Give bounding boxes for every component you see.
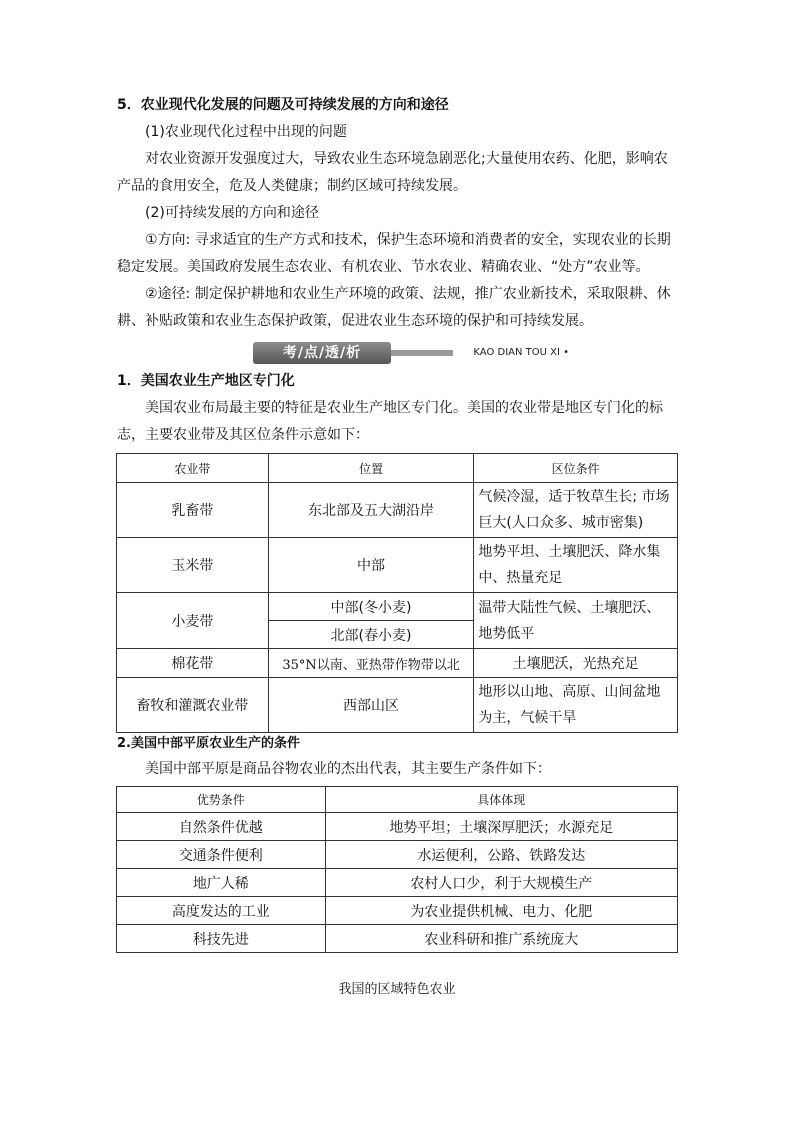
table-cell: 畜牧和灌溉农业带 bbox=[117, 678, 269, 733]
table-cell: 温带大陆性气候、土壤肥沃、地势低平 bbox=[474, 593, 678, 649]
table-cell: 35°N以南、亚热带作物带以北 bbox=[268, 649, 474, 678]
table-cell: 地形以山地、高原、山间盆地为主，气候干旱 bbox=[474, 678, 678, 733]
table-cell: 西部山区 bbox=[268, 678, 474, 733]
table-cell: 农业科研和推广系统庞大 bbox=[325, 925, 677, 953]
table-cell: 自然条件优越 bbox=[117, 813, 326, 841]
subheading: (2)可持续发展的方向和途径 bbox=[145, 205, 319, 221]
subheading: (1)农业现代化过程中出现的问题 bbox=[145, 124, 347, 140]
paragraph: 美国中部平原是商品谷物农业的杰出代表，其主要生产条件如下： bbox=[145, 761, 551, 777]
paragraph: ①方向: 寻求适宜的生产方式和技术，保护生态环境和消费者的安全，实现农业的长期稳定发展。美国政府发展生态农业、有机农业、节水农业、精确农业、“处方”农业等。 bbox=[117, 232, 671, 275]
table-row bbox=[117, 483, 678, 538]
table-cell: 小麦带 bbox=[117, 593, 269, 649]
table-cell: 科技先进 bbox=[117, 925, 326, 953]
table-cell: 地广人稀 bbox=[117, 869, 326, 897]
table-cell: 东北部及五大湖沿岸 bbox=[268, 483, 474, 538]
banner-title: 考/点/透/析 bbox=[253, 342, 391, 364]
conditions-table bbox=[116, 786, 678, 953]
table-cell: 玉米带 bbox=[117, 538, 269, 593]
table-cell: 为农业提供机械、电力、化肥 bbox=[325, 897, 677, 925]
table-cell: 水运便利，公路、铁路发达 bbox=[325, 841, 677, 869]
table-header-cell: 农业带 bbox=[117, 454, 269, 483]
table-cell: 地势平坦；土壤深厚肥沃；水源充足 bbox=[325, 813, 677, 841]
table-row bbox=[117, 925, 678, 953]
next-section-caption: 我国的区域特色农业 bbox=[338, 982, 456, 997]
table-row bbox=[117, 593, 678, 621]
table-header-cell: 区位条件 bbox=[474, 454, 678, 483]
table-header-cell: 优势条件 bbox=[117, 787, 326, 813]
point-heading: 1．美国农业生产地区专门化 bbox=[117, 373, 295, 389]
table-row bbox=[117, 649, 678, 678]
table-cell: 农村人口少，利于大规模生产 bbox=[325, 869, 677, 897]
banner-pinyin: KAO DIAN TOU XI • bbox=[453, 342, 569, 364]
table-cell: 交通条件便利 bbox=[117, 841, 326, 869]
point-heading: 2.美国中部平原农业生产的条件 bbox=[117, 736, 300, 751]
table-cell: 土壤肥沃，光热充足 bbox=[474, 649, 678, 678]
table-header-cell: 具体体现 bbox=[325, 787, 677, 813]
table-cell: 棉花带 bbox=[117, 649, 269, 678]
paragraph: 对农业资源开发强度过大，导致农业生态环境急剧恶化;大量使用农药、化肥，影响农产品的食用安全，危及人类健康；制约区域可持续发展。 bbox=[117, 151, 668, 194]
table-row bbox=[117, 869, 678, 897]
table-row bbox=[117, 678, 678, 733]
table-row bbox=[117, 897, 678, 925]
table-row bbox=[117, 813, 678, 841]
table-row bbox=[117, 538, 678, 593]
table-cell: 中部 bbox=[268, 538, 474, 593]
table-cell: 北部(春小麦) bbox=[268, 621, 474, 649]
table-cell: 乳畜带 bbox=[117, 483, 269, 538]
table-cell: 中部(冬小麦) bbox=[268, 593, 474, 621]
agriculture-belt-table bbox=[116, 453, 678, 733]
table-cell: 地势平坦、土壤肥沃、降水集中、热量充足 bbox=[474, 538, 678, 593]
table-header-cell: 位置 bbox=[268, 454, 474, 483]
section-heading: 5．农业现代化发展的问题及可持续发展的方向和途径 bbox=[117, 97, 449, 113]
paragraph: ②途径: 制定保护耕地和农业生产环境的政策、法规，推广农业新技术，采取限耕、休耕、补贴政策和农业生态保护政策，促进农业生态环境的保护和可持续发展。 bbox=[117, 286, 671, 329]
table-cell: 高度发达的工业 bbox=[117, 897, 326, 925]
paragraph: 美国农业布局最主要的特征是农业生产地区专门化。美国的农业带是地区专门化的标志，主要农业带及其区位条件示意如下： bbox=[117, 400, 663, 443]
table-header-row bbox=[117, 454, 678, 483]
table-header-row bbox=[117, 787, 678, 813]
table-cell: 气候冷湿，适于牧草生长; 市场巨大(人口众多、城市密集) bbox=[474, 483, 678, 538]
table-row bbox=[117, 841, 678, 869]
section-banner bbox=[253, 342, 569, 364]
